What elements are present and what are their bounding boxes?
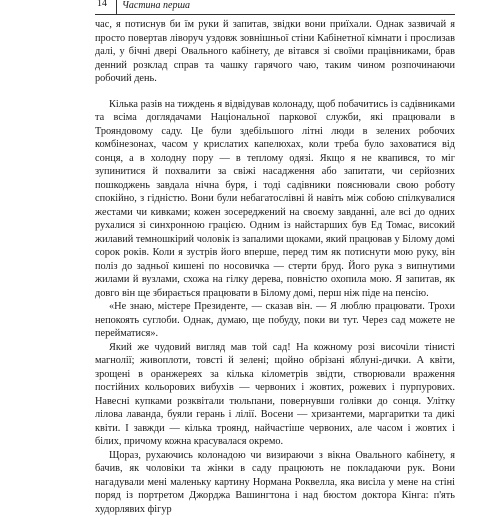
running-header <box>95 0 455 15</box>
header-divider <box>116 0 117 14</box>
paragraph: Щораз, рухаючись колонадою чи визираючи з вікна Овального кабінету, я бачив, як чоловіки та жінки в саду працюють не покладаючи рук. Вони нагадували мені маленьку картину Нормана Роквелла, яка висіла у мене на стіні поряд із портретом Джорджа Вашингтона і над бюстом доктора Кінга: п'ять худорлявих фігур <box>95 449 455 516</box>
paragraph: Кілька разів на тиждень я відвідував колонаду, щоб побачитись із садівниками та всіма доглядачами Національної паркової служби, які працювали в Трояндовому саду. Це були здебільшого літні люди в зелених робочих комбінезонах, часом у крислатих капелюхах, коли треба було заховатися від сонця, а в холодну пору — в теплому одязі. Якщо я не квапився, то міг зупинитися й похвалити за свіжі насадження або запитати, чи серйозних пошкоджень завдала нічна буря, і тоді садівники пояснювали свою роботу спокійно, з гідністю. Вони були небагатослівні й навіть між собою спілкувалися жестами чи кивками; кожен зосереджений на своєму завданні, але всі до одних рухалися зі синхронною грацією. Одним із найстарших був Ед Томас, високий жилавий темношкірий чоловік із запалими щоками, який працював у Білому домі сорок років. Коли я зустрів його вперше, перед тим як потиснути мою руку, він поліз до задньої кишені по носовичка — стерти бруд. Його рука з випнутими жилами й вузлами, схожа на гілку дерева, повністю охопила мою. Я запитав, як довго він ще збирається працювати в Білому домі, перш ніж піде на пенсію. <box>95 98 455 301</box>
body-text <box>95 18 455 516</box>
page-number: 14 <box>97 0 107 10</box>
section-title: Частина перша <box>122 0 190 12</box>
paragraph: «Не знаю, містере Президенте, — сказав він. — Я люблю працювати. Трохи непокоять суглоби. Однак, думаю, ще побуду, поки ви тут. Через сад можете не перейматися». <box>95 300 455 341</box>
paragraph: час, я потиснув би їм руки й запитав, звідки вони приїхали. Однак зазвичай я просто повертав ліворуч уздовж зовнішньої стіни Кабінетної кімнати і прослизав далі, у бічні двері Овального кабінету, де вітався зі своїми працівниками, брав денний розклад справ та чашку гарячого чаю, таким чином розпочинаючи робочий день. <box>95 18 455 86</box>
paragraph: Який же чудовий вигляд мав той сад! На кожному розі височіли тінисті магнолії; живоплоти, товсті й зелені; щойно обрізані яблуні-дички. А квіти, зрощені в оранжереях за кілька кілометрів звідти, створювали враження постійних кольорових вибухів — червоних і жовтих, рожевих і пурпурових. Навесні купками розквітали тюльпани, повернувши голівки до сонця. Улітку лілова лаванда, буяли герань і лілії. Восени — хризантеми, маргаритки та дикі квіти. І завжди — кілька троянд, найчастіше червоних, але часом і жовтих і білих, причому кожна красувалася окремо. <box>95 341 455 449</box>
